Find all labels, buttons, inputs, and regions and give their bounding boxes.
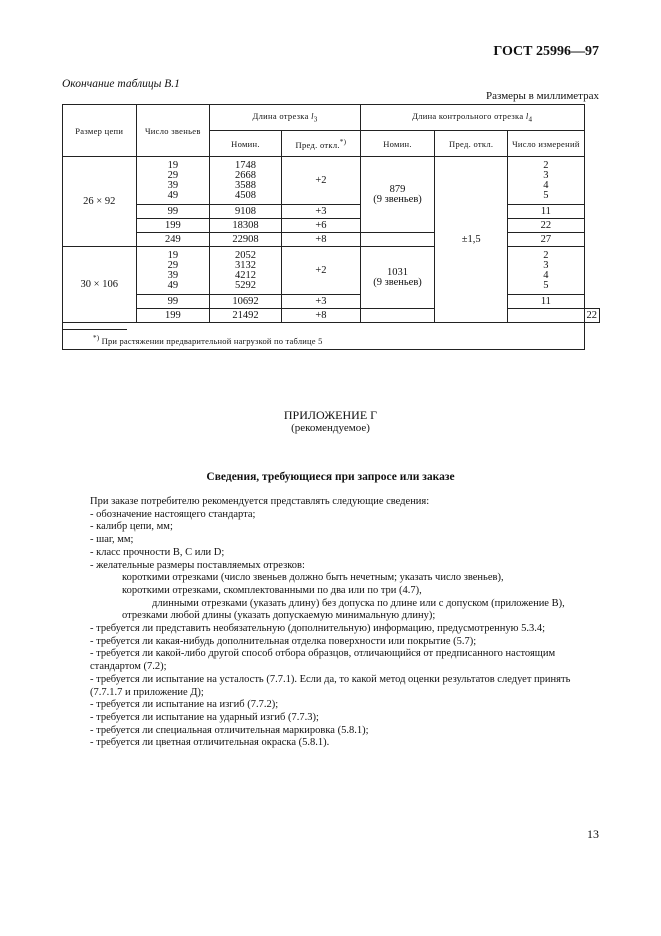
- document-code: ГОСТ 25996—97: [493, 44, 599, 59]
- links-cell: 249: [136, 233, 210, 247]
- control-deviation-cell: ±1,5: [435, 157, 508, 323]
- sub-list-item: короткими отрезками (число звеньев должно быть нечетным; указать число звеньев),: [122, 572, 504, 584]
- links-cell: 199: [136, 309, 210, 323]
- list-item: - шаг, мм;: [90, 534, 134, 546]
- sub-list-item: короткими отрезками, скомплектованными по два или по три (4.7),: [122, 584, 422, 596]
- list-item: - требуется ли испытание на усталость (7.7.1). Если да, то какой метод оценки результатов следует принять (7.7.1.7 и приложение Д);: [90, 673, 571, 698]
- header-link-count: Число звеньев: [136, 105, 210, 157]
- list-item: - калибр цепи, мм;: [90, 521, 173, 533]
- list-item: - требуется ли испытание на изгиб (7.7.2);: [90, 699, 279, 711]
- header-deviation: Пред. откл.*): [281, 131, 360, 157]
- chain-size-cell: 26 × 92: [63, 157, 137, 247]
- table-footnote: *) При растяжении предварительной нагрузкой по таблице 5: [63, 323, 585, 350]
- header-segment-length: Длина отрезка $l_3$: [210, 105, 361, 131]
- header-measurement-count: Число измерений: [508, 131, 584, 157]
- count-cell: 2 3 4 5: [508, 157, 584, 205]
- links-cell: 19 29 39 49: [136, 157, 210, 205]
- deviation-cell: +6: [281, 219, 360, 233]
- table-row: [63, 247, 600, 295]
- empty-cell: [508, 309, 584, 323]
- empty-cell: [360, 309, 434, 323]
- table-row: [63, 205, 600, 219]
- chain-size-cell: 30 × 106: [63, 247, 137, 323]
- count-cell: 22: [584, 309, 600, 323]
- nominal-cell: 22908: [210, 233, 282, 247]
- links-cell: 99: [136, 205, 210, 219]
- table-row: [63, 233, 600, 247]
- deviation-cell: +2: [281, 247, 360, 295]
- order-requirements-text: [62, 496, 600, 750]
- control-nominal-cell: 1031 (9 звеньев): [360, 247, 434, 309]
- count-cell: 2 3 4 5: [508, 247, 584, 295]
- links-cell: 99: [136, 295, 210, 309]
- table-row: [63, 295, 600, 309]
- nominal-cell: 18308: [210, 219, 282, 233]
- page-number: 13: [587, 827, 599, 841]
- list-item: - желательные размеры поставляемых отрезков:: [90, 559, 305, 571]
- count-cell: 11: [508, 295, 584, 309]
- deviation-cell: +2: [281, 157, 360, 205]
- section-heading: Сведения, требующиеся при запросе или заказе: [206, 471, 455, 483]
- count-cell: 27: [508, 233, 584, 247]
- deviation-cell: +3: [281, 205, 360, 219]
- sub-list-item: отрезками любой длины (указать допускаемую минимальную длину);: [122, 610, 436, 622]
- list-item: - обозначение настоящего стандарта;: [90, 508, 256, 520]
- empty-cell: [360, 233, 434, 247]
- list-item: - требуется ли представить необязательную (дополнительную) информацию, предусмотренную 5.3.4;: [90, 623, 545, 635]
- table-row: [63, 309, 600, 323]
- links-cell: 199: [136, 219, 210, 233]
- list-item: - класс прочности В, С или D;: [90, 546, 225, 558]
- links-cell: 19 29 39 49: [136, 247, 210, 295]
- count-cell: 11: [508, 205, 584, 219]
- chain-dimensions-table: [62, 104, 600, 350]
- list-item: - требуется ли специальная отличительная маркировка (5.8.1);: [90, 724, 369, 736]
- list-item: - требуется ли какой-либо другой способ отбора образцов, отличающийся от предписанного настоящим стандартом (7.2);: [90, 648, 556, 673]
- appendix-subtitle: (рекомендуемое): [291, 422, 370, 434]
- control-nominal-cell: 879 (9 звеньев): [360, 157, 434, 233]
- header-control-length: Длина контрольного отрезка $l_4$: [360, 105, 584, 131]
- list-item: - требуется ли цветная отличительная окраска (5.8.1).: [90, 737, 330, 749]
- header-nominal-control: Номин.: [360, 131, 434, 157]
- table-continuation-label: Окончание таблицы В.1: [62, 78, 180, 90]
- deviation-cell: +3: [281, 295, 360, 309]
- nominal-cell: 1748 2668 3588 4508: [210, 157, 282, 205]
- deviation-cell: +8: [281, 233, 360, 247]
- appendix-title: ПРИЛОЖЕНИЕ Г: [283, 408, 378, 422]
- list-item: - требуется ли испытание на ударный изгиб (7.7.3);: [90, 711, 319, 723]
- table-row: [63, 157, 600, 205]
- nominal-cell: 10692: [210, 295, 282, 309]
- nominal-cell: 9108: [210, 205, 282, 219]
- nominal-cell: 2052 3132 4212 5292: [210, 247, 282, 295]
- nominal-cell: 21492: [210, 309, 282, 323]
- deviation-cell: +8: [281, 309, 360, 323]
- units-note: Размеры в миллиметрах: [486, 90, 599, 102]
- header-deviation-control: Пред. откл.: [435, 131, 508, 157]
- header-chain-size: Размер цепи: [63, 105, 137, 157]
- sub-list-item: длинными отрезками (указать длину) без допуска по длине или с допуском (приложение В),: [152, 597, 565, 609]
- table-row: [63, 219, 600, 233]
- count-cell: 22: [508, 219, 584, 233]
- header-nominal: Номин.: [210, 131, 282, 157]
- intro-paragraph: При заказе потребителю рекомендуется представлять следующие сведения:: [90, 496, 430, 507]
- list-item: - требуется ли какая-нибудь дополнительная отделка поверхности или покрытие (5.7);: [90, 635, 477, 647]
